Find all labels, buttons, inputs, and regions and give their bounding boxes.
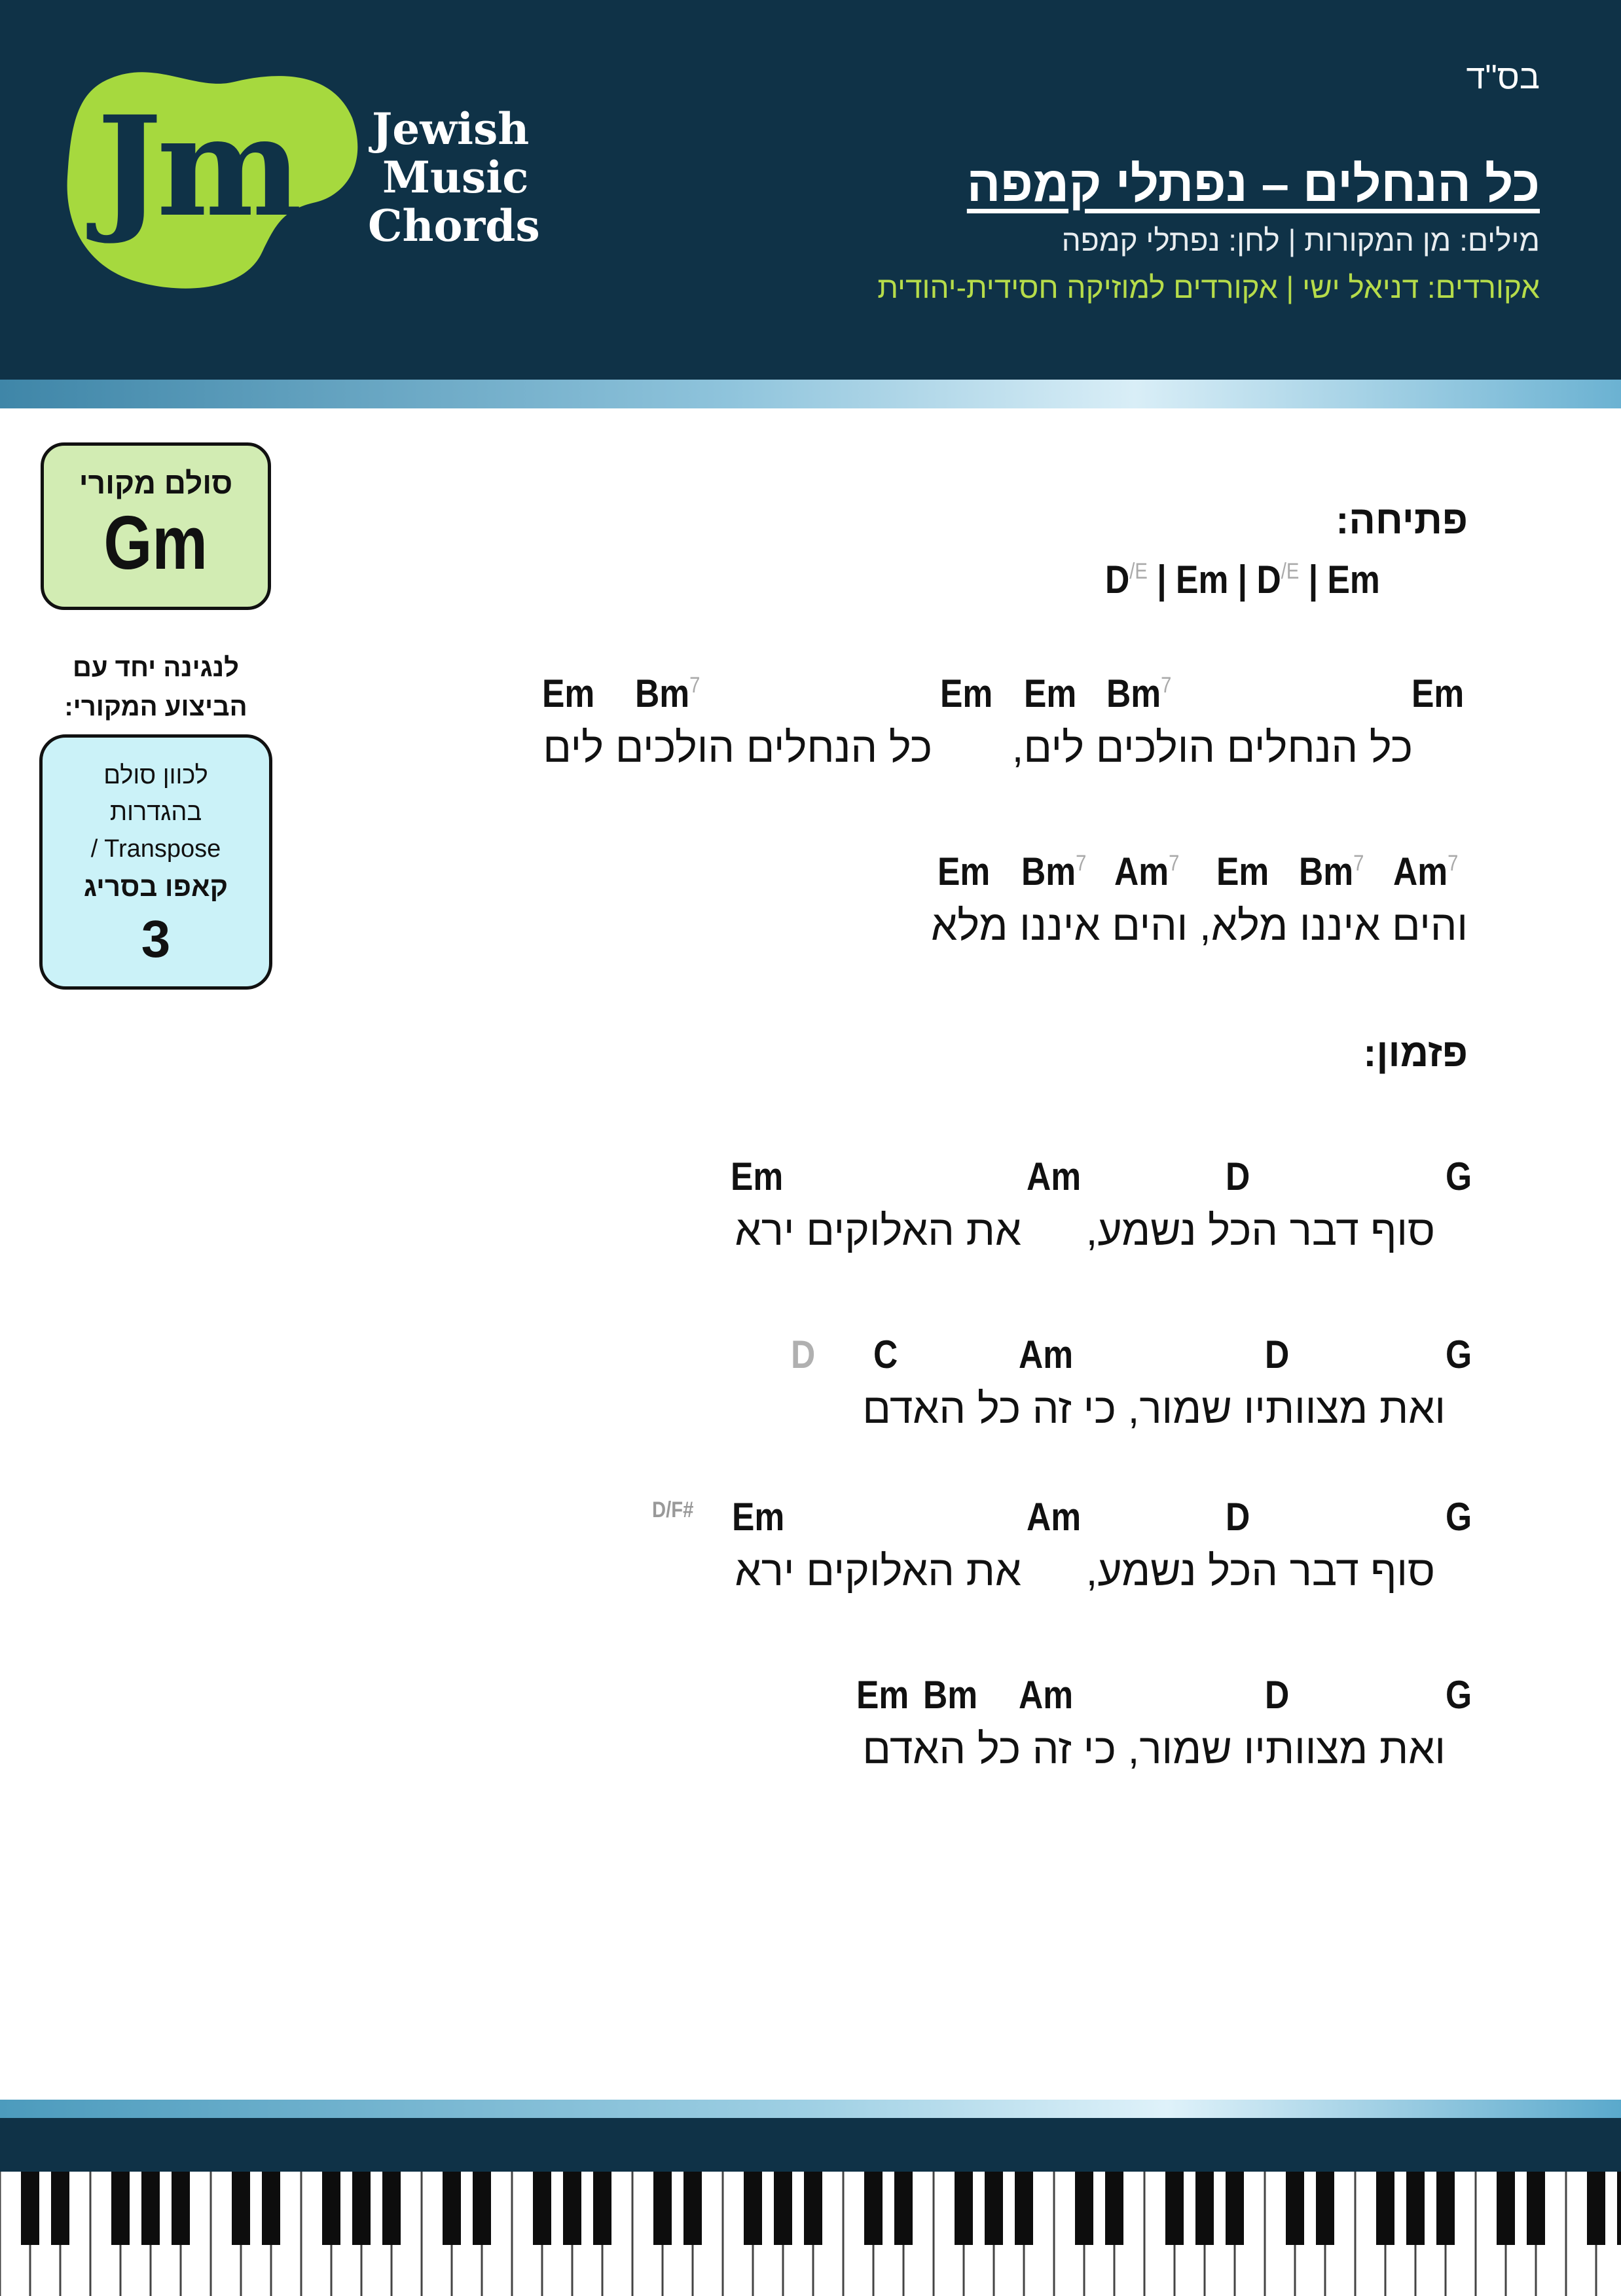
black-key bbox=[563, 2172, 581, 2245]
logo-letters: Jm bbox=[97, 86, 297, 247]
logo-line-2: Music bbox=[382, 152, 529, 203]
chord: Em bbox=[1412, 672, 1465, 715]
black-key bbox=[533, 2172, 551, 2245]
logo-line-3: Chords bbox=[368, 200, 540, 251]
capo-label: קאפו בסריג bbox=[83, 871, 228, 902]
chord: Am$^7$ bbox=[1393, 850, 1459, 893]
chord: Bm$^7$ bbox=[1106, 672, 1172, 715]
black-key bbox=[804, 2172, 822, 2245]
intro-chord-3-bass: /E bbox=[1281, 559, 1300, 584]
black-key bbox=[1406, 2172, 1425, 2245]
lyric-line: ואת מצוותיו שמור, כי זה כל האדם bbox=[862, 1385, 1446, 1432]
bsd-mark: בס"ד bbox=[1466, 58, 1540, 96]
black-key bbox=[864, 2172, 883, 2245]
bar-separator: | bbox=[1237, 558, 1248, 601]
chord: G bbox=[1446, 1155, 1472, 1198]
capo-box bbox=[39, 734, 272, 990]
intro-chords bbox=[1105, 560, 1380, 600]
black-key bbox=[985, 2172, 1003, 2245]
chord: Bm$^7$ bbox=[1299, 850, 1364, 893]
black-key bbox=[1286, 2172, 1304, 2245]
chord: Am$^7$ bbox=[1114, 850, 1180, 893]
black-key bbox=[51, 2172, 69, 2245]
black-key bbox=[1376, 2172, 1394, 2245]
black-key bbox=[141, 2172, 160, 2245]
black-key bbox=[653, 2172, 672, 2245]
black-key bbox=[443, 2172, 461, 2245]
play-note-line-2: הביצוע המקורי: bbox=[64, 692, 247, 721]
lyric-line: סוף דבר הכל נשמע, bbox=[1085, 1207, 1435, 1254]
black-key bbox=[1075, 2172, 1093, 2245]
black-key bbox=[1587, 2172, 1605, 2245]
black-key bbox=[322, 2172, 340, 2245]
black-key bbox=[1617, 2172, 1621, 2245]
black-key bbox=[955, 2172, 973, 2245]
lyric-line: והים איננו מלא, והים איננו מלא bbox=[931, 902, 1468, 949]
chord: Bm$^7$ bbox=[635, 672, 701, 715]
song-title: כל הנחלים – נפתלי קמפה bbox=[966, 156, 1540, 212]
black-key bbox=[262, 2172, 280, 2245]
chord: G bbox=[1446, 1495, 1472, 1539]
chord: Bm bbox=[923, 1673, 978, 1717]
original-key-label: סולם מקורי bbox=[79, 466, 233, 500]
chord: Bm$^7$ bbox=[1021, 850, 1087, 893]
black-key bbox=[1497, 2172, 1515, 2245]
chord: Em bbox=[732, 1495, 785, 1539]
chorus-label: פזמון: bbox=[1363, 1031, 1468, 1075]
lyric-line: כל הנחלים הולכים לים, bbox=[1011, 724, 1413, 771]
intro-label: פתיחה: bbox=[1336, 498, 1468, 542]
passing-chord: D/F# bbox=[652, 1498, 694, 1522]
black-key bbox=[352, 2172, 371, 2245]
black-key bbox=[1527, 2172, 1545, 2245]
bar-separator: | bbox=[1308, 558, 1319, 601]
chord: Am bbox=[1019, 1333, 1074, 1376]
chord: Em bbox=[731, 1155, 784, 1198]
lyric-line: ואת מצוותיו שמור, כי זה כל האדם bbox=[862, 1725, 1446, 1772]
chord: Am bbox=[1019, 1673, 1074, 1717]
chord: Em bbox=[856, 1673, 909, 1717]
black-key bbox=[744, 2172, 762, 2245]
capo-hint-line-3: / Transpose bbox=[90, 835, 221, 863]
lyric-line: את האלוקים ירא bbox=[735, 1207, 1021, 1254]
piano-keyboard-icon bbox=[0, 2172, 1621, 2296]
intro-chord-4: Em bbox=[1327, 558, 1380, 601]
black-key bbox=[21, 2172, 39, 2245]
chord: D bbox=[1226, 1155, 1250, 1198]
black-key bbox=[894, 2172, 913, 2245]
chord: G bbox=[1446, 1673, 1472, 1717]
intro-chord-3: D bbox=[1256, 558, 1281, 601]
black-key bbox=[1165, 2172, 1184, 2245]
black-key bbox=[683, 2172, 702, 2245]
capo-value: 3 bbox=[141, 910, 171, 968]
intro-chord-2: Em bbox=[1176, 558, 1229, 601]
chord: Am bbox=[1027, 1155, 1082, 1198]
black-key bbox=[1316, 2172, 1334, 2245]
chord: Am bbox=[1027, 1495, 1082, 1539]
passing-chord: D bbox=[791, 1333, 816, 1376]
chord: D bbox=[1226, 1495, 1250, 1539]
chord: Em bbox=[940, 672, 993, 715]
black-key bbox=[1436, 2172, 1455, 2245]
black-key bbox=[232, 2172, 250, 2245]
black-key bbox=[1105, 2172, 1123, 2245]
lyric-line: כל הנחלים הולכים לים bbox=[543, 724, 932, 771]
black-key bbox=[1226, 2172, 1244, 2245]
header-stripe bbox=[0, 380, 1621, 408]
capo-hint-line-2: בהגדרות bbox=[109, 798, 202, 826]
black-key bbox=[593, 2172, 611, 2245]
chord: C bbox=[873, 1333, 898, 1376]
black-key bbox=[1015, 2172, 1033, 2245]
lyric-line: את האלוקים ירא bbox=[735, 1547, 1021, 1594]
chord: Em bbox=[1216, 850, 1269, 893]
logo-wordmark bbox=[368, 103, 540, 251]
chord: Em bbox=[938, 850, 991, 893]
chord: G bbox=[1446, 1333, 1472, 1376]
bar-separator: | bbox=[1157, 558, 1167, 601]
black-key bbox=[473, 2172, 491, 2245]
original-key-value: Gm bbox=[103, 500, 208, 585]
play-along-note bbox=[41, 648, 271, 726]
logo-line-1: Jewish bbox=[372, 103, 530, 154]
black-key bbox=[774, 2172, 792, 2245]
chord: D bbox=[1265, 1673, 1290, 1717]
black-key bbox=[111, 2172, 130, 2245]
chords-credit: אקורדים: דניאל ישי | אקורדים למוזיקה חסידית-יהודית bbox=[877, 270, 1540, 304]
chord: Em bbox=[542, 672, 595, 715]
original-key-box bbox=[41, 442, 271, 610]
black-key bbox=[1195, 2172, 1214, 2245]
play-note-line-1: לנגינה יחד עם bbox=[73, 653, 239, 682]
song-credits: מילים: מן המקורות | לחן: נפתלי קמפה bbox=[1061, 223, 1540, 257]
chord: Em bbox=[1024, 672, 1077, 715]
lyric-line: סוף דבר הכל נשמע, bbox=[1085, 1547, 1435, 1594]
intro-chord-1-bass: /E bbox=[1129, 559, 1148, 584]
capo-hint-line-1: לכוון סולם bbox=[103, 762, 208, 789]
chord: D bbox=[1265, 1333, 1290, 1376]
intro-chord-1: D bbox=[1105, 558, 1130, 601]
black-key bbox=[382, 2172, 401, 2245]
black-key bbox=[172, 2172, 190, 2245]
